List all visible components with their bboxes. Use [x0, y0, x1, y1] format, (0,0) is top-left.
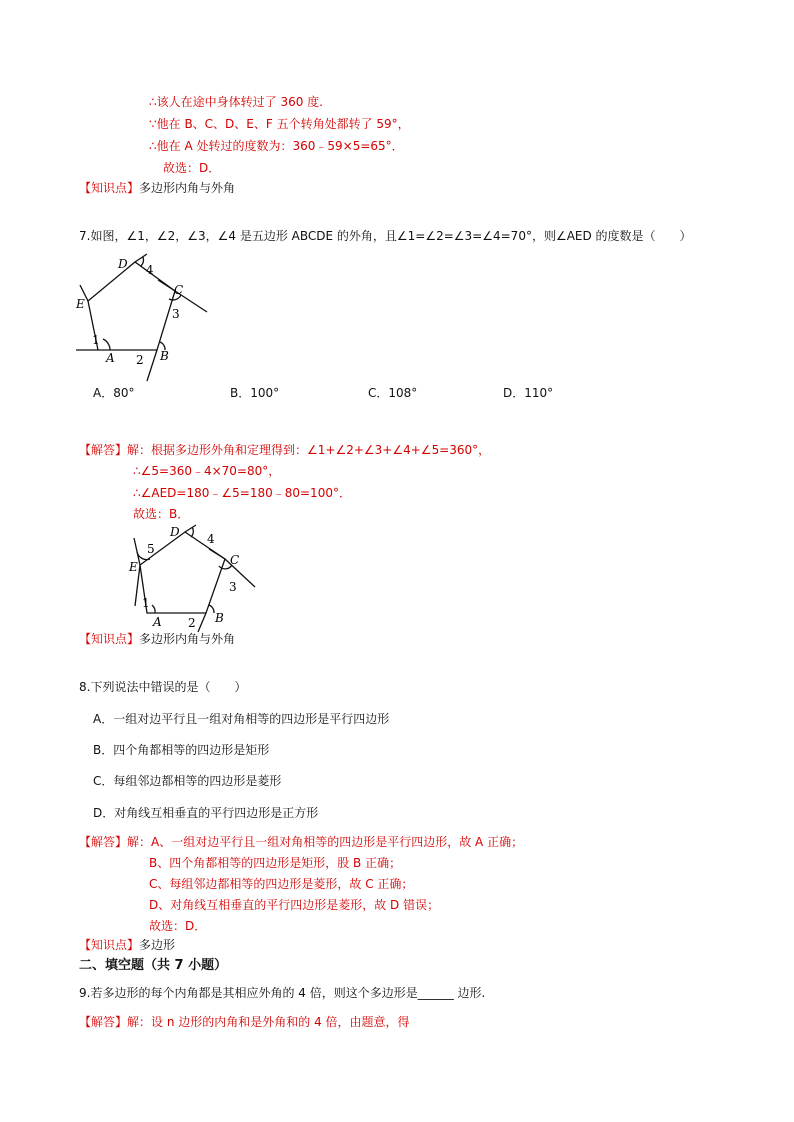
q8-option-c: C．每组邻边都相等的四边形是菱形 — [93, 774, 282, 788]
q8-knowledge-point — [79, 937, 175, 953]
knowledge-point-tag: 【知识点】 — [79, 938, 140, 952]
label-e: E — [76, 297, 85, 311]
q9-solution-line-1 — [79, 1014, 410, 1030]
q7-option-b: B．100° — [230, 386, 280, 400]
label-3: 3 — [229, 580, 237, 594]
q7-pentagon-figure — [70, 250, 230, 382]
label-c: C — [174, 283, 184, 297]
label-a: A — [153, 615, 162, 629]
q7-stem: 7.如图，∠1，∠2，∠3，∠4 是五边形 ABCDE 的外角，且∠1=∠2=∠3=∠4=70°，则∠AED 的度数是（ ） — [79, 229, 692, 243]
label-4: 4 — [207, 532, 215, 546]
q6-solution-line-2: ∵他在 B、C、D、E、F 五个转角处都转了 59°， — [149, 117, 410, 131]
label-5: 5 — [147, 542, 155, 556]
q7-solution-line-1 — [79, 442, 490, 458]
q6-solution-line-3: ∴他在 A 处转过的度数为：360﹣59×5=65°． — [149, 139, 404, 153]
label-d: D — [170, 525, 180, 539]
label-e: E — [129, 560, 138, 574]
solution-tag: 【解答】 — [79, 443, 128, 457]
label-b: B — [215, 611, 224, 625]
q8-solution-line-1 — [79, 834, 523, 850]
q8-option-b: B．四个角都相等的四边形是矩形 — [93, 743, 270, 757]
q7-option-d: D．110° — [503, 386, 554, 400]
q6-solution-line-1: ∴该人在途中身体转过了 360 度. — [149, 95, 323, 109]
q8-option-d: D．对角线互相垂直的平行四边形是正方形 — [93, 806, 319, 820]
solution-tag: 【解答】 — [79, 1015, 128, 1029]
label-b: B — [160, 349, 169, 363]
label-c: C — [230, 553, 240, 567]
knowledge-point-text: 多边形内角与外角 — [139, 181, 236, 195]
q7-option-a: A．80° — [93, 386, 135, 400]
solution-text: 解：设 n 边形的内角和是外角和的 4 倍，由题意，得 — [127, 1015, 410, 1029]
label-1: 1 — [92, 333, 100, 347]
label-d: D — [118, 257, 128, 271]
label-3: 3 — [172, 307, 180, 321]
solution-text: 解：A、一组对边平行且一组对角相等的四边形是平行四边形，故 A 正确； — [127, 835, 524, 849]
q7-solution-line-3: ∴∠AED=180﹣∠5=180﹣80=100°． — [133, 486, 351, 500]
q8-solution-line-2: B、四个角都相等的四边形是矩形，股 B 正确； — [149, 856, 402, 870]
label-4: 4 — [146, 263, 154, 277]
q6-knowledge-point — [79, 180, 235, 196]
label-1: 1 — [142, 596, 150, 610]
q7-knowledge-point — [79, 631, 235, 647]
q9-stem: 9.若多边形的每个内角都是其相应外角的 4 倍，则这个多边形是______ 边形. — [79, 986, 486, 1000]
solution-tag: 【解答】 — [79, 835, 128, 849]
q6-solution-line-4: 故选：D． — [163, 161, 221, 175]
knowledge-point-tag: 【知识点】 — [79, 632, 140, 646]
q8-solution-line-3: C、每组邻边都相等的四边形是菱形，故 C 正确； — [149, 877, 414, 891]
knowledge-point-tag: 【知识点】 — [79, 181, 140, 195]
section-heading: 二、填空题（共 7 小题） — [79, 958, 228, 973]
knowledge-point-text: 多边形 — [139, 938, 176, 952]
q8-solution-line-4: D、对角线互相垂直的平行四边形是菱形，故 D 错误； — [149, 898, 440, 912]
label-2: 2 — [188, 616, 196, 630]
q8-stem: 8.下列说法中错误的是（ ） — [79, 680, 247, 694]
solution-text: 解：根据多边形外角和定理得到：∠1+∠2+∠3+∠4+∠5=360°， — [127, 443, 491, 457]
q7-solution-pentagon-figure — [125, 518, 265, 636]
q7-solution-line-4: 故选：B． — [133, 507, 190, 521]
knowledge-point-text: 多边形内角与外角 — [139, 632, 236, 646]
label-2: 2 — [136, 353, 144, 367]
q8-option-a: A．一组对边平行且一组对角相等的四边形是平行四边形 — [93, 712, 390, 726]
q7-option-c: C．108° — [368, 386, 418, 400]
q7-solution-line-2: ∴∠5=360﹣4×70=80°， — [133, 464, 281, 478]
label-a: A — [106, 351, 115, 365]
q8-solution-line-5: 故选：D． — [149, 919, 207, 933]
